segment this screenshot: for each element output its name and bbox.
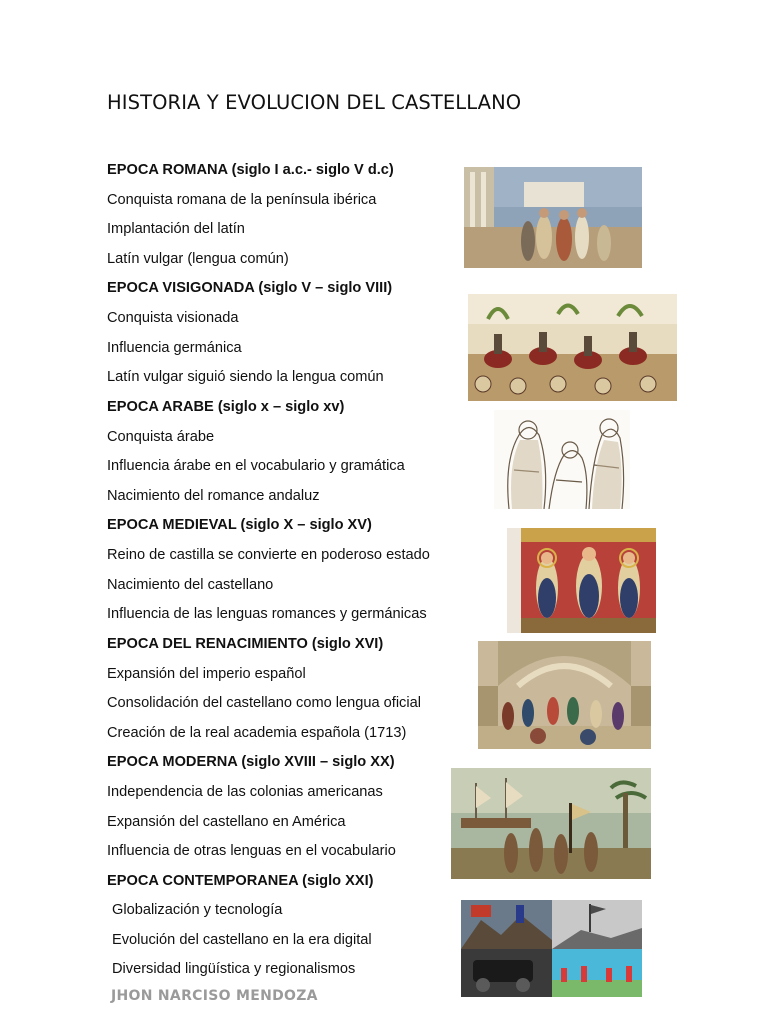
list-item: Reino de castilla se convierte en poderoso estado: [107, 547, 430, 563]
colonial-landing-illustration: [451, 768, 651, 879]
list-item: Expansión del imperio español: [107, 666, 306, 682]
list-item: Influencia de otras lenguas en el vocabulario: [107, 843, 396, 859]
section-heading: EPOCA ARABE (siglo x – siglo xv): [107, 399, 345, 415]
list-item: Creación de la real academia española (1713): [107, 725, 407, 741]
modern-collage-illustration: [461, 900, 642, 997]
list-item: Influencia árabe en el vocabulario y gramática: [107, 458, 405, 474]
section-heading: EPOCA CONTEMPORANEA (siglo XXI): [107, 873, 374, 889]
list-item: Conquista romana de la península ibérica: [107, 192, 377, 208]
horsemen-battle-illustration: [468, 294, 677, 401]
arab-scholars-sketch: [494, 410, 630, 509]
list-item: Influencia de las lenguas romances y germánicas: [107, 606, 427, 622]
list-item: Implantación del latín: [107, 221, 245, 237]
page-title: HISTORIA Y EVOLUCION DEL CASTELLANO: [107, 91, 522, 114]
list-item: Nacimiento del romance andaluz: [107, 488, 320, 504]
medieval-manuscript-illustration: [507, 528, 656, 633]
roman-forum-illustration: [464, 167, 642, 268]
list-item: Expansión del castellano en América: [107, 814, 346, 830]
section-heading: EPOCA DEL RENACIMIENTO (siglo XVI): [107, 636, 384, 652]
list-item: Latín vulgar (lengua común): [107, 251, 289, 267]
author-name: JHON NARCISO MENDOZA: [111, 988, 318, 1004]
list-item: Evolución del castellano en la era digital: [112, 932, 372, 948]
list-item: Latín vulgar siguió siendo la lengua común: [107, 369, 384, 385]
section-heading: EPOCA MODERNA (siglo XVIII – siglo XX): [107, 754, 395, 770]
list-item: Independencia de las colonias americanas: [107, 784, 383, 800]
list-item: Influencia germánica: [107, 340, 242, 356]
list-item: Nacimiento del castellano: [107, 577, 274, 593]
section-heading: EPOCA ROMANA (siglo I a.c.- siglo V d.c): [107, 162, 394, 178]
list-item: Consolidación del castellano como lengua oficial: [107, 695, 421, 711]
section-heading: EPOCA VISIGONADA (siglo V – siglo VIII): [107, 280, 393, 296]
renaissance-fresco-illustration: [478, 641, 651, 749]
section-heading: EPOCA MEDIEVAL (siglo X – siglo XV): [107, 517, 372, 533]
list-item: Globalización y tecnología: [112, 902, 283, 918]
list-item: Conquista visionada: [107, 310, 239, 326]
list-item: Diversidad lingüística y regionalismos: [112, 961, 356, 977]
list-item: Conquista árabe: [107, 429, 215, 445]
